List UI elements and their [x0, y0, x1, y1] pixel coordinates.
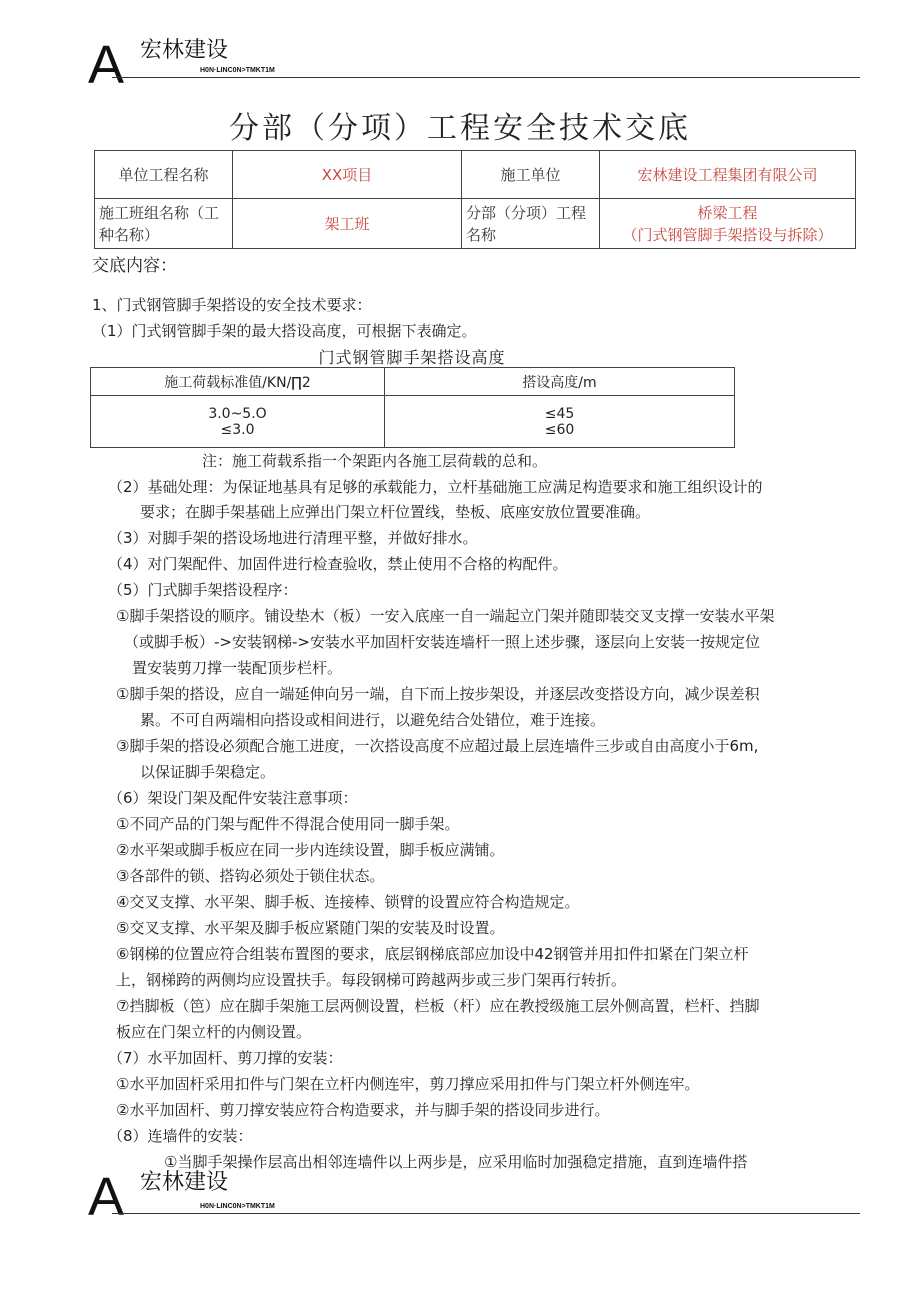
logo-letter: A [88, 35, 125, 95]
document-title: 分部（分项）工程安全技术交底 [229, 111, 691, 146]
team-label: 施工班组名称（工种名称） [95, 199, 233, 249]
body-line: （4）对门架配件、加固件进行检查验收，禁止使用不合格的构配件。 [108, 555, 568, 573]
subproject-value-line1: 桥梁工程 [697, 203, 758, 222]
subproject-value [600, 199, 856, 249]
body-line: ①脚手架搭设的顺序。铺设垫木（板）一安入底座一自一端起立门架并随即装交叉支撑一安装水平架 [116, 607, 775, 625]
item-1: （1）门式钢管脚手架的最大搭设高度，可根据下表确定。 [92, 322, 477, 340]
body-line: 板应在门架立杆的内侧设置。 [116, 1023, 312, 1041]
body-line: 要求；在脚手架基础上应弹出门架立杆位置线，垫板、底座安放位置要准确。 [140, 503, 651, 521]
unit-project-value: XX项目 [233, 151, 462, 199]
height-table-col2-header: 搭设高度/m [385, 368, 735, 396]
content-heading: 交底内容： [92, 256, 177, 276]
footer-company-name: 宏林建设 [140, 1170, 229, 1195]
footer-divider [112, 1213, 860, 1214]
height-table-col1-header: 施工荷载标准值/KN∕∏2 [91, 368, 385, 396]
body-line: （7）水平加固杆、剪刀撑的安装： [108, 1049, 343, 1067]
construction-unit-value: 宏林建设工程集团有限公司 [600, 151, 856, 199]
company-name: 宏林建设 [140, 38, 229, 63]
height-table-title: 门式钢管脚手架搭设高度 [318, 348, 506, 367]
body-line: （3）对脚手架的搭设场地进行清理平整，并做好排水。 [108, 529, 478, 547]
body-line: 以保证脚手架稳定。 [140, 763, 276, 781]
height-row-2: ≤60 [544, 421, 575, 438]
footer-logo-letter: A [88, 1167, 125, 1227]
body-line: ③各部件的锁、搭钩必须处于锁住状态。 [116, 867, 385, 885]
header-divider [112, 77, 860, 78]
body-line: ⑥钢梯的位置应符合组装布置图的要求，底层钢梯底部应加设中42钢管并用扣件扣紧在门架立杆 [116, 945, 749, 963]
body-line: 累。不可自两端相向搭设或相间进行，以避免结合处错位，难于连接。 [140, 711, 606, 729]
unit-project-label: 单位工程名称 [95, 151, 233, 199]
team-value: 架工班 [233, 199, 462, 249]
footer-company-subtitle: H0N·LINC0N>TMKT1M [200, 1203, 275, 1210]
height-table-note: 注：施工荷载系指一个架距内各施工层荷载的总和。 [202, 452, 548, 470]
subproject-label: 分部（分项）工程名称 [462, 199, 600, 249]
body-line: （6）架设门架及配件安装注意事项： [108, 789, 358, 807]
load-row-2: ≤3.0 [220, 421, 255, 438]
body-line: ②水平加固杆、剪刀撑安装应符合构造要求，并与脚手架的搭设同步进行。 [116, 1101, 610, 1119]
body-line: （8）连墙件的安装： [108, 1127, 253, 1145]
load-values [91, 396, 385, 448]
load-row-1: 3.0~5.O [208, 405, 267, 422]
company-subtitle: H0N·LINC0N>TMKT1M [200, 67, 275, 74]
body-line: ①脚手架的搭设，应自一端延伸向另一端，自下而上按步架设，并逐层改变搭设方向，减少误差积 [116, 685, 760, 703]
height-values [385, 396, 735, 448]
body-line: ②水平架或脚手板应在同一步内连续设置，脚手板应满铺。 [116, 841, 505, 859]
project-info-table [94, 150, 856, 249]
body-line: 上，钢梯跨的两侧均应设置扶手。每段钢梯可跨越两步或三步门架再行转折。 [116, 971, 627, 989]
body-line: （或脚手板）->安装钢梯->安装水平加固杆安装连墙杆一照上述步骤，逐层向上安装一按规定位 [124, 633, 760, 651]
body-line: ①水平加固杆采用扣件与门架在立杆内侧连牢，剪刀撑应采用扣件与门架立杆外侧连牢。 [116, 1075, 700, 1093]
body-line: ③脚手架的搭设必须配合施工进度，一次搭设高度不应超过最上层连墙件三步或自由高度小于6m, [116, 737, 759, 755]
body-line: ⑦挡脚板（笆）应在脚手架施工层两侧设置，栏板（杆）应在教授级施工层外侧高置，栏杆、挡脚 [116, 997, 760, 1015]
body-line: 置安装剪刀撑一装配顶步栏杆。 [132, 659, 343, 677]
body-line: ①当脚手架操作层高出相邻连墙件以上两步是，应采用临时加强稳定措施，直到连墙件搭 [164, 1153, 748, 1171]
subproject-value-line2: （门式钢管脚手架搭设与拆除） [622, 225, 833, 244]
height-row-1: ≤45 [544, 405, 575, 422]
body-line: （5）门式脚手架搭设程序： [108, 581, 298, 599]
height-table [90, 367, 735, 448]
body-line: （2）基础处理：为保证地基具有足够的承载能力，立杆基础施工应满足构造要求和施工组织设计的 [108, 478, 763, 496]
body-line: ④交叉支撑、水平架、脚手板、连接棒、锁臂的设置应符合构造规定。 [116, 893, 580, 911]
body-line: ⑤交叉支撑、水平架及脚手板应紧随门架的安装及时设置。 [116, 919, 505, 937]
construction-unit-label: 施工单位 [462, 151, 600, 199]
section-1-heading: 1、门式钢管脚手架搭设的安全技术要求： [92, 296, 372, 314]
body-line: ①不同产品的门架与配件不得混合使用同一脚手架。 [116, 815, 460, 833]
